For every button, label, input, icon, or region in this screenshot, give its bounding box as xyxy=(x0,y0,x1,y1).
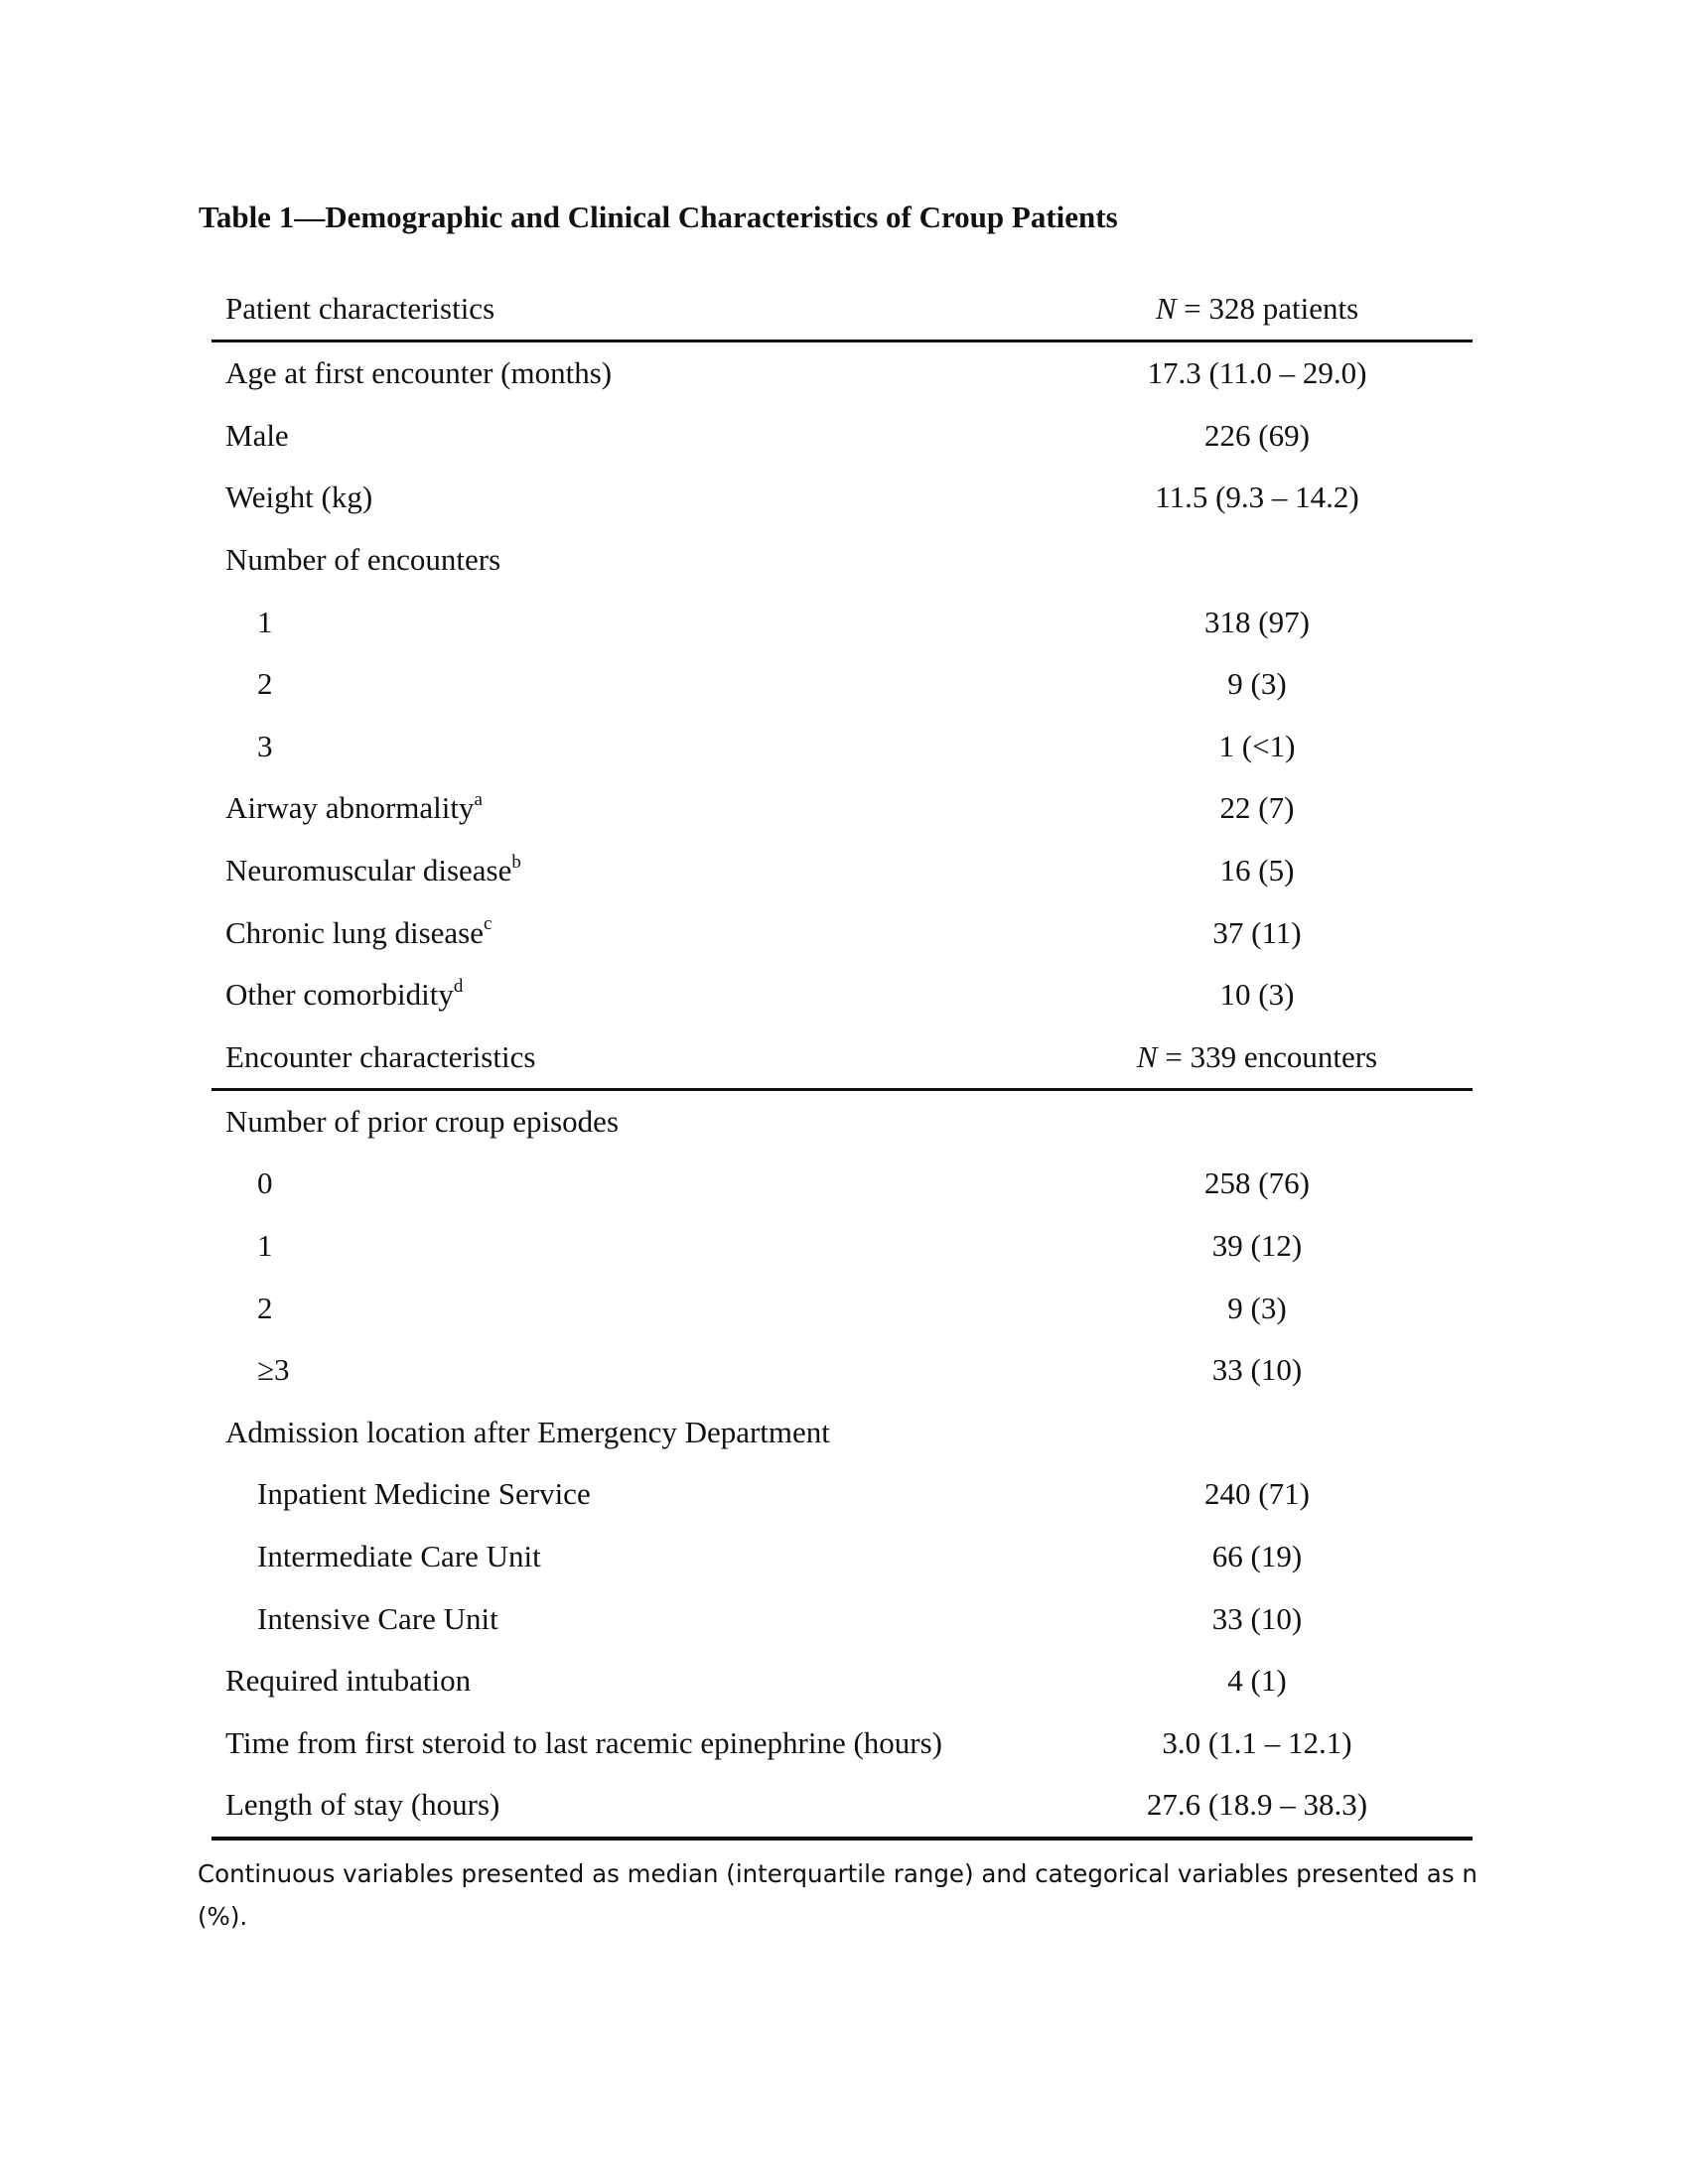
table-row xyxy=(211,1711,1473,1774)
table-row xyxy=(211,467,1473,529)
row-value: 66 (19) xyxy=(1211,1538,1303,1573)
table-title: Table 1—Demographic and Clinical Characteristics of Croup Patients xyxy=(199,200,1118,234)
row-value: 22 (7) xyxy=(1219,790,1295,826)
row-label: 1 xyxy=(257,1228,273,1264)
n-count: = 328 patients xyxy=(1176,291,1359,326)
patient-header-row xyxy=(211,278,1473,342)
row-label-text: Neuromuscular disease xyxy=(225,853,512,888)
row-label: Intensive Care Unit xyxy=(257,1600,498,1636)
table-footnote: Continuous variables presented as median (interquartile range) and categorical variables presented as n (%). xyxy=(198,1859,1477,1931)
n-symbol: N xyxy=(1155,291,1177,326)
row-value: 39 (12) xyxy=(1211,1228,1303,1264)
row-label xyxy=(225,977,463,1013)
table-row xyxy=(211,591,1473,653)
row-value: 16 (5) xyxy=(1219,853,1295,888)
table-row xyxy=(211,1153,1473,1215)
row-value: 33 (10) xyxy=(1211,1352,1303,1388)
row-label: 2 xyxy=(257,1290,273,1325)
encounter-header-label: Encounter characteristics xyxy=(225,1038,536,1074)
row-label: Weight (kg) xyxy=(225,479,373,515)
footnote-marker: d xyxy=(453,975,464,997)
row-label: 1 xyxy=(257,604,273,639)
row-label: 0 xyxy=(257,1165,273,1201)
row-label: Time from first steroid to last racemic epinephrine (hours) xyxy=(225,1724,943,1760)
row-value: 27.6 (18.9 – 38.3) xyxy=(1146,1787,1368,1823)
row-label: Inpatient Medicine Service xyxy=(257,1476,591,1512)
row-value: 318 (97) xyxy=(1204,604,1310,639)
row-label: Required intubation xyxy=(225,1663,472,1699)
patient-header-label: Patient characteristics xyxy=(225,291,495,326)
row-value: 226 (69) xyxy=(1204,417,1310,453)
row-value: 37 (11) xyxy=(1212,914,1302,950)
row-value: 33 (10) xyxy=(1211,1600,1303,1636)
table-row xyxy=(211,964,1473,1026)
row-value: 3.0 (1.1 – 12.1) xyxy=(1162,1724,1352,1760)
row-label: Intermediate Care Unit xyxy=(257,1538,541,1573)
row-value: 1 (<1) xyxy=(1218,728,1296,763)
footnote-marker: b xyxy=(511,851,521,873)
table-row xyxy=(211,342,1473,405)
table-row xyxy=(211,1463,1473,1526)
encounter-header-row xyxy=(211,1026,1473,1091)
characteristics-table xyxy=(211,278,1473,1841)
table-row xyxy=(211,1277,1473,1339)
patient-header-n xyxy=(1156,291,1358,327)
row-label: Male xyxy=(225,417,289,453)
row-value: 11.5 (9.3 – 14.2) xyxy=(1155,479,1359,515)
table-row xyxy=(211,901,1473,964)
row-value: 9 (3) xyxy=(1227,1290,1287,1325)
row-label xyxy=(225,915,492,951)
row-label: ≥3 xyxy=(257,1352,290,1388)
table-row xyxy=(211,777,1473,840)
row-value: 240 (71) xyxy=(1204,1476,1310,1512)
row-value: 17.3 (11.0 – 29.0) xyxy=(1147,355,1367,391)
table-row xyxy=(211,529,1473,592)
row-label: Number of encounters xyxy=(225,542,501,578)
table-row xyxy=(211,1402,1473,1464)
row-label-text: Other comorbidity xyxy=(225,977,454,1013)
row-label: Length of stay (hours) xyxy=(225,1787,500,1823)
table-row xyxy=(211,840,1473,902)
n-count: = 339 encounters xyxy=(1157,1038,1378,1074)
row-value: 4 (1) xyxy=(1227,1663,1287,1699)
encounter-header-n xyxy=(1137,1039,1377,1075)
table-row xyxy=(211,653,1473,716)
row-label-text: Airway abnormality xyxy=(225,790,475,826)
row-value: 9 (3) xyxy=(1227,666,1287,702)
table-row xyxy=(211,1650,1473,1712)
table-row xyxy=(211,1587,1473,1650)
row-label xyxy=(225,790,483,826)
row-label: 2 xyxy=(257,666,273,702)
table-row xyxy=(211,1339,1473,1402)
footnote-marker: a xyxy=(474,789,483,811)
table-row xyxy=(211,1215,1473,1278)
row-label: Age at first encounter (months) xyxy=(225,355,613,391)
n-symbol: N xyxy=(1136,1038,1158,1074)
row-label: Number of prior croup episodes xyxy=(225,1103,620,1139)
row-label xyxy=(225,853,521,888)
table-row xyxy=(211,1526,1473,1588)
table-row xyxy=(211,1774,1473,1841)
row-value: 10 (3) xyxy=(1219,977,1295,1013)
row-value: 258 (76) xyxy=(1204,1165,1310,1201)
table-row xyxy=(211,716,1473,778)
row-label: 3 xyxy=(257,728,273,763)
table-row xyxy=(211,405,1473,468)
row-label-text: Chronic lung disease xyxy=(225,914,485,950)
table-row xyxy=(211,1091,1473,1154)
footnote-marker: c xyxy=(484,913,492,935)
row-label: Admission location after Emergency Department xyxy=(225,1414,830,1449)
